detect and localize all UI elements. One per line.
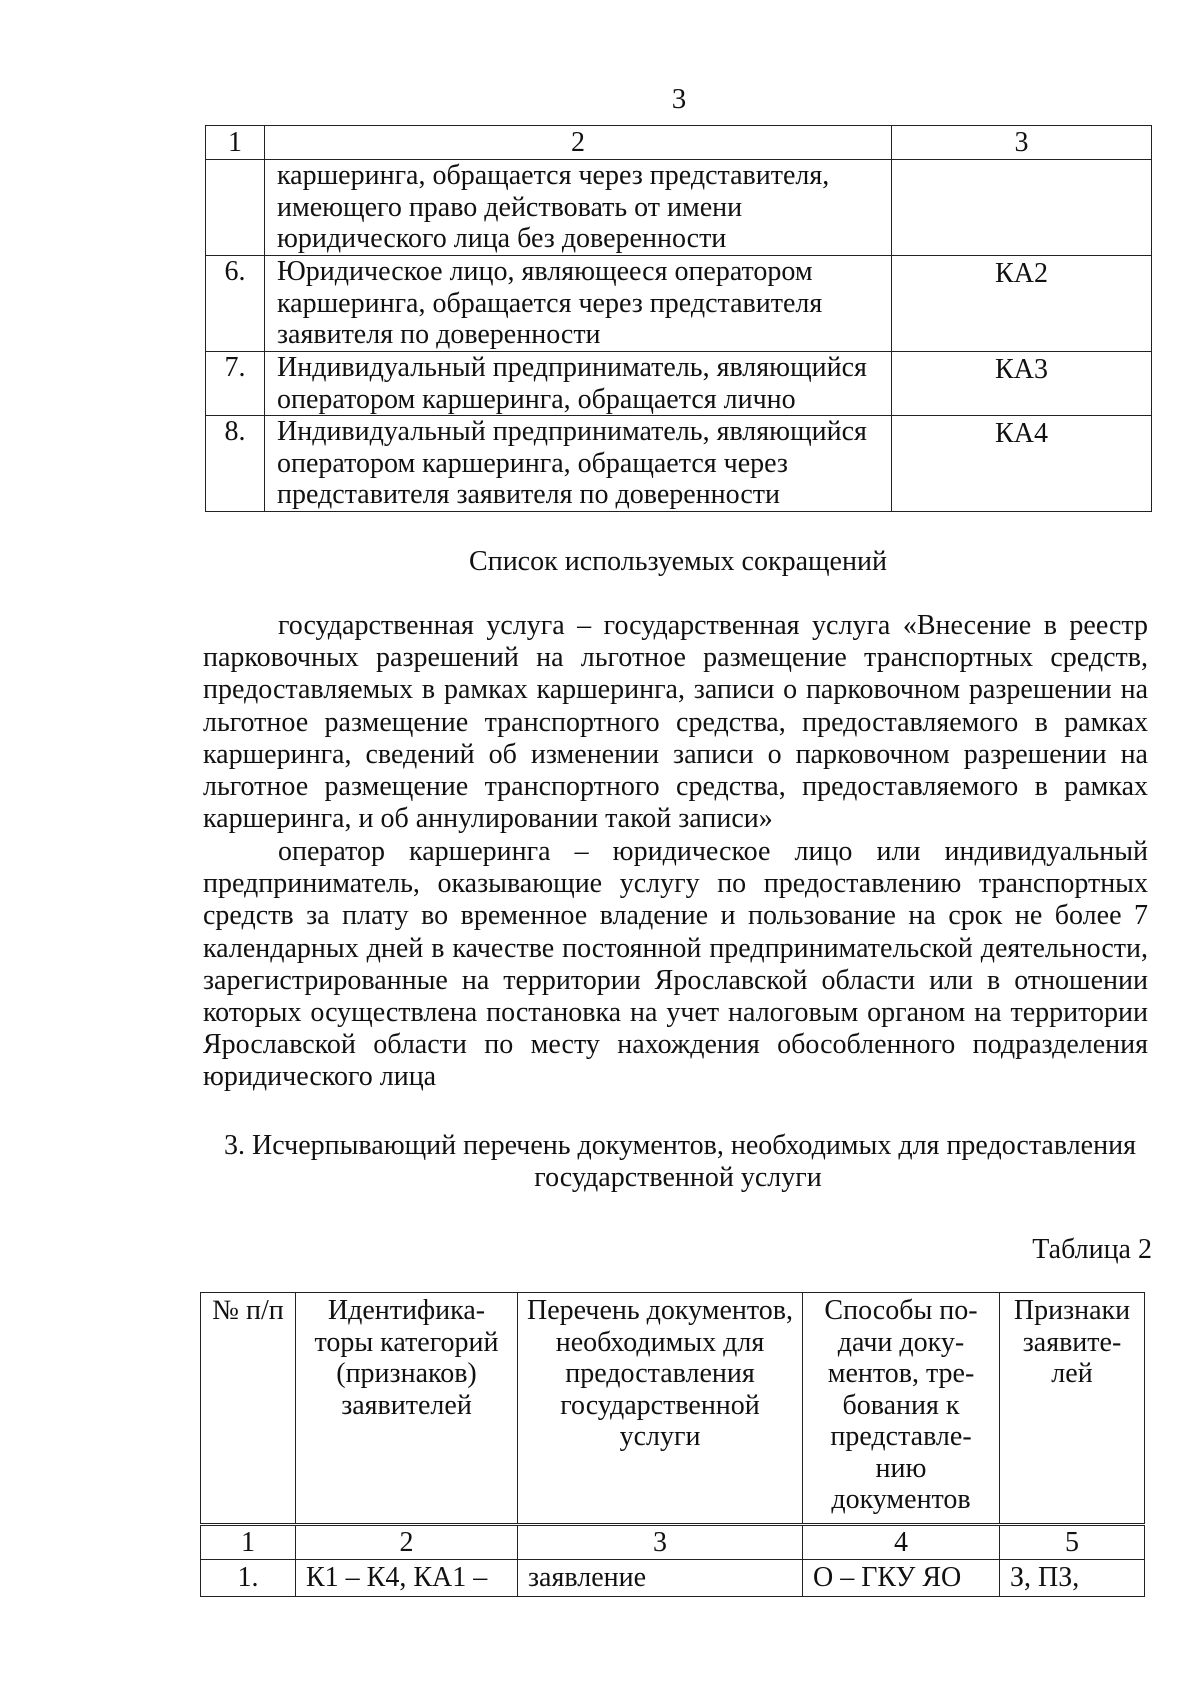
column-header-number: № п/п bbox=[201, 1293, 296, 1525]
row-identifiers: К1 – К4, КА1 – bbox=[296, 1560, 518, 1597]
row-submission-method: О – ГКУ ЯО bbox=[803, 1560, 1000, 1597]
table-row bbox=[206, 352, 1152, 416]
index-cell: 4 bbox=[803, 1525, 1000, 1560]
index-cell: 2 bbox=[296, 1525, 518, 1560]
row-code: КА4 bbox=[892, 416, 1152, 512]
section-3-heading-line1: 3. Исчерпывающий перечень документов, необходимых для предоставления bbox=[224, 1130, 1136, 1161]
row-number: 7. bbox=[206, 352, 265, 416]
row-code bbox=[892, 160, 1152, 256]
page-number: 3 bbox=[671, 83, 687, 115]
row-description: Юридическое лицо, являющееся оператором каршеринга, обращается через представителя заявителя по доверенности bbox=[265, 256, 892, 352]
table1-header-row bbox=[206, 126, 1152, 160]
table1-header-cell: 2 bbox=[265, 126, 892, 160]
row-number: 8. bbox=[206, 416, 265, 512]
abbreviation-carsharing-operator: оператор каршеринга – юридическое лицо или индивидуальный предприниматель, оказывающие услугу по предоставлению транспортных средств за плату во временное владение и пользование на срок не более 7 календарных дней в качестве постоянной предпринимательской деятельности, зарегистрированные на территории Ярославской области или в отношении которых осуществлена постановка на учет налоговым органом на территории Ярославской области по месту нахождения обособленного подразделения юридического лица bbox=[203, 836, 1148, 1093]
table-row bbox=[201, 1560, 1145, 1597]
row-number: 6. bbox=[206, 256, 265, 352]
row-code: КА3 bbox=[892, 352, 1152, 416]
column-header-applicant-attributes: Признаки заявите-лей bbox=[1000, 1293, 1145, 1525]
row-applicant-attributes: З, ПЗ, bbox=[1000, 1560, 1145, 1597]
table-2-caption: Таблица 2 bbox=[1032, 1234, 1152, 1265]
table2-index-row bbox=[201, 1525, 1145, 1560]
abbreviations-heading: Список используемых сокращений bbox=[469, 546, 887, 577]
table1-header-cell: 3 bbox=[892, 126, 1152, 160]
index-cell: 1 bbox=[201, 1525, 296, 1560]
row-code: КА2 bbox=[892, 256, 1152, 352]
table1-header-cell: 1 bbox=[206, 126, 265, 160]
table-row bbox=[206, 256, 1152, 352]
abbreviation-state-service: государственная услуга – государственная услуга «Внесение в реестр парковочных разрешений на льготное размещение транспортных средств, предоставляемых в рамках каршеринга, записи о парковочном разрешении на льготное размещение транспортного средства, предоставляемого в рамках каршеринга, сведений об изменении записи о парковочном разрешении на льготное размещение транспортного средства, предоставляемого в рамках каршеринга, и об аннулировании такой записи» bbox=[203, 610, 1148, 835]
row-number bbox=[206, 160, 265, 256]
table-row bbox=[206, 160, 1152, 256]
row-description: Индивидуальный предприниматель, являющийся оператором каршеринга, обращается через представителя заявителя по доверенности bbox=[265, 416, 892, 512]
section-3-heading-line2: государственной услуги bbox=[534, 1162, 822, 1193]
column-header-submission-methods: Способы по-дачи доку-ментов, тре-бования к представле-нию документов bbox=[803, 1293, 1000, 1525]
table2-header-row bbox=[201, 1293, 1145, 1525]
applicant-categories-table bbox=[205, 125, 1152, 512]
table-row bbox=[206, 416, 1152, 512]
index-cell: 5 bbox=[1000, 1525, 1145, 1560]
index-cell: 3 bbox=[518, 1525, 803, 1560]
row-number: 1. bbox=[201, 1560, 296, 1597]
column-header-identifiers: Идентифика-торы категорий (признаков) заявителей bbox=[296, 1293, 518, 1525]
row-description: каршеринга, обращается через представителя, имеющего право действовать от имени юридического лица без доверенности bbox=[265, 160, 892, 256]
row-description: Индивидуальный предприниматель, являющийся оператором каршеринга, обращается лично bbox=[265, 352, 892, 416]
documents-table bbox=[200, 1292, 1145, 1597]
column-header-documents: Перечень документов, необходимых для предоставления государственной услуги bbox=[518, 1293, 803, 1525]
row-document: заявление bbox=[518, 1560, 803, 1597]
